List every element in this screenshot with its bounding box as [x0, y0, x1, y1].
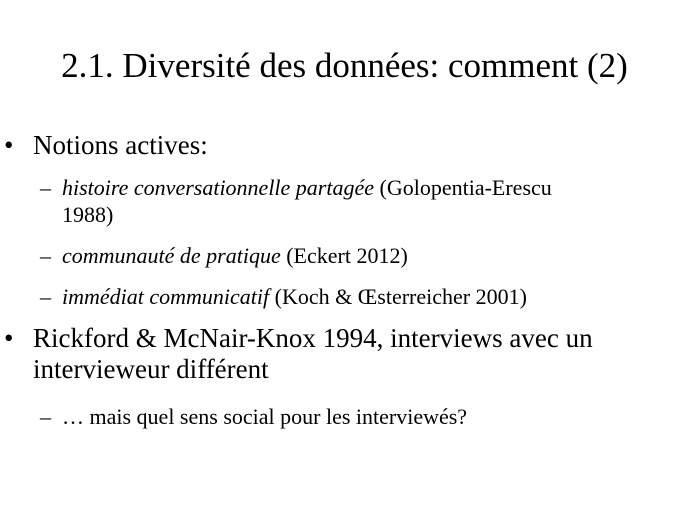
bullet-text: Rickford & McNair-Knox 1994, interviews avec un — [33, 323, 593, 353]
dash-icon: – — [40, 404, 51, 429]
dash-icon: – — [40, 175, 51, 200]
bullet-icon: • — [4, 130, 14, 160]
subitem-continuation: 1988) — [62, 202, 114, 227]
subitem-text — [62, 284, 527, 310]
subitem-term: histoire conversationnelle partagée — [62, 175, 375, 200]
bullet-text: Notions actives: — [33, 130, 208, 160]
subitem-text: … mais quel sens social pour les interviewés? — [62, 404, 468, 429]
subitem-text — [62, 175, 552, 201]
subitem-term: communauté de pratique — [62, 243, 281, 268]
dash-icon: – — [40, 284, 51, 309]
subitem-text — [62, 243, 408, 269]
subitem-reference: (Golopentia-Erescu — [374, 175, 552, 200]
bullet-continuation: intervieweur différent — [33, 354, 269, 384]
slide-title: 2.1. Diversité des données: comment (2) — [61, 46, 628, 85]
subitem-term: immédiat communicatif — [62, 284, 270, 309]
subitem-reference: (Koch & Œsterreicher 2001) — [269, 284, 527, 309]
subitem-reference: (Eckert 2012) — [280, 243, 408, 268]
bullet-icon: • — [4, 323, 14, 353]
dash-icon: – — [40, 243, 51, 268]
